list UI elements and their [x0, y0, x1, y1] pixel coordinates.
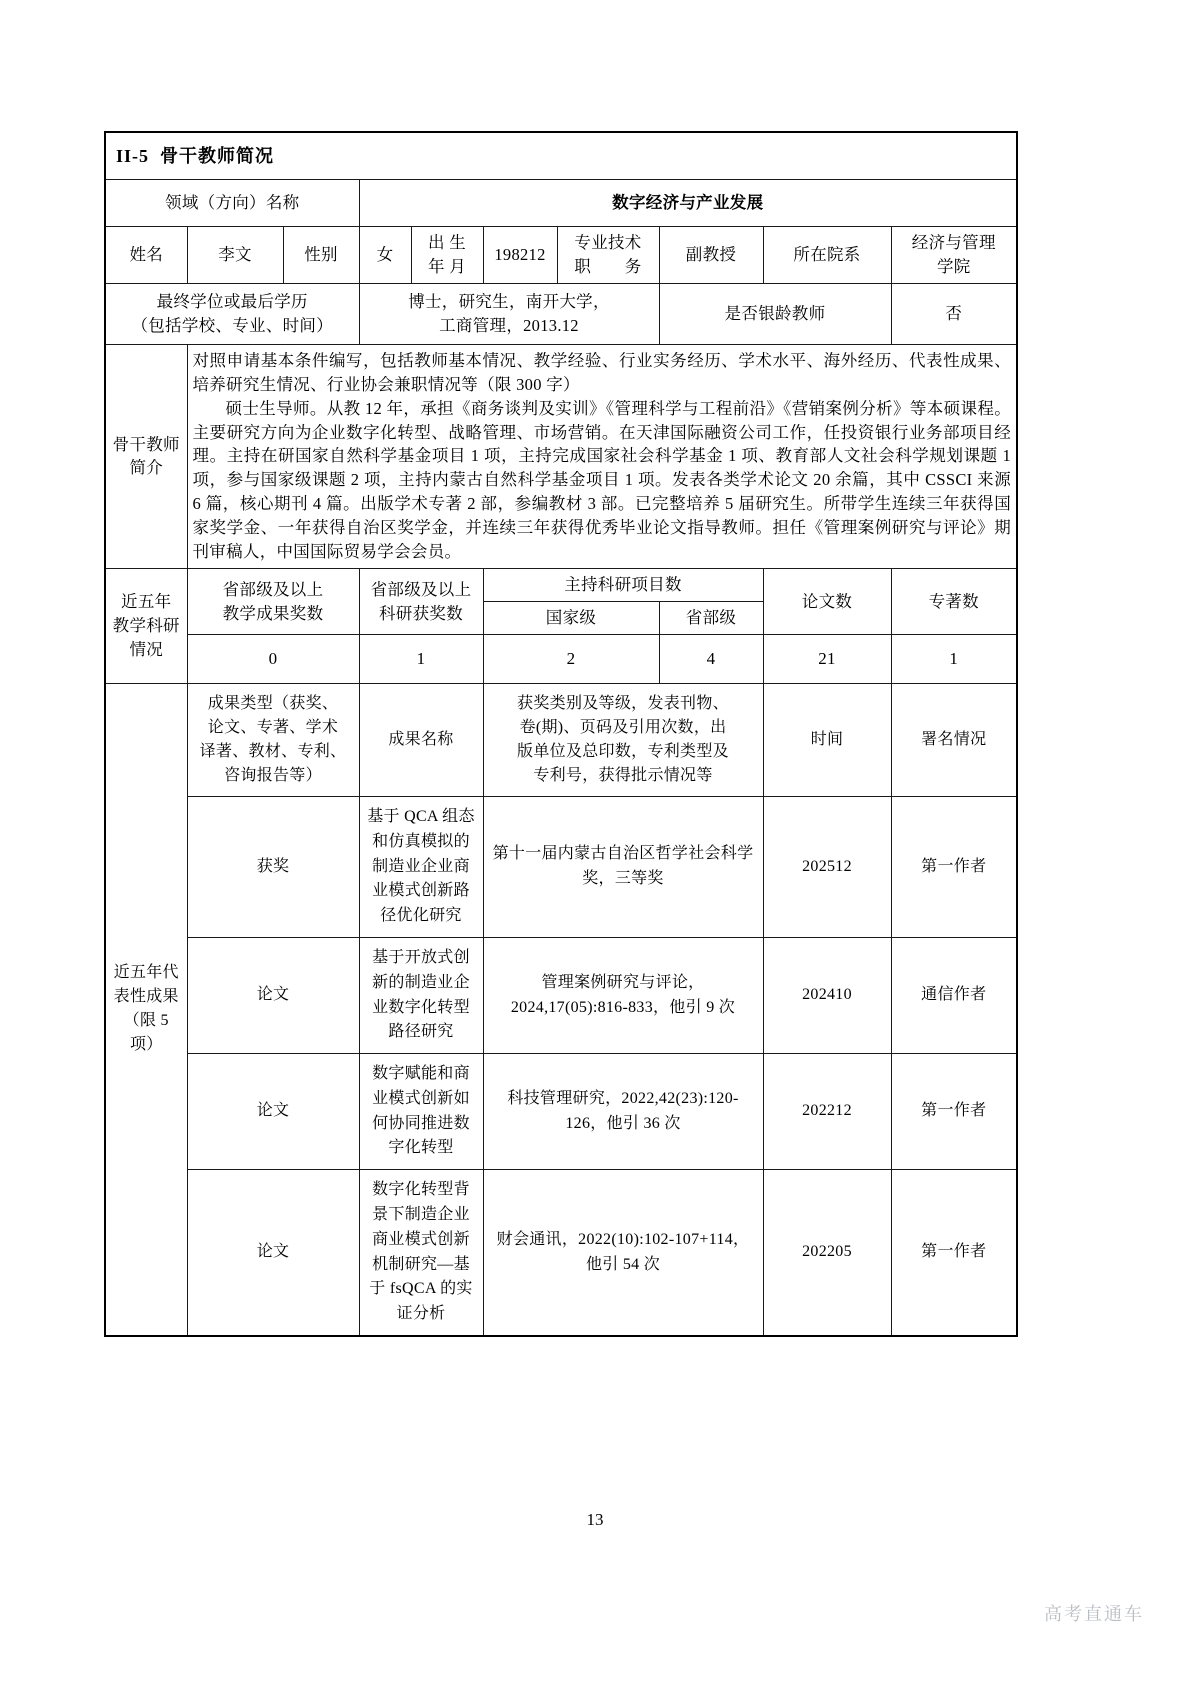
achievement-detail: 财会通讯，2022(10):102-107+114，他引 54 次: [483, 1170, 763, 1336]
projects-national-header: 国家级: [483, 602, 659, 635]
education-label-line1: 最终学位或最后学历: [156, 291, 308, 311]
projects-provincial-header: 省部级: [659, 602, 763, 635]
achievements-label-line1: 近五年代: [113, 964, 179, 982]
research-award-value: 1: [359, 634, 483, 683]
prof-title-label: [557, 227, 659, 284]
monographs-header: 专著数: [891, 569, 1017, 635]
birth-value: 198212: [483, 227, 557, 284]
gender-value: 女: [359, 227, 411, 284]
stats-label-line3: 情况: [129, 639, 164, 659]
achievement-type: 论文: [187, 1054, 359, 1170]
achievement-detail-header-line1: 获奖类别及等级，发表刊物、: [517, 694, 729, 712]
bio-label-line1: 骨干教师: [112, 434, 180, 454]
achievement-time-header: 时间: [763, 683, 891, 796]
education-label-line2: （包括学校、专业、时间）: [131, 315, 334, 335]
achievement-signature: 通信作者: [891, 937, 1017, 1053]
achievement-detail-header: [483, 683, 763, 796]
achievement-type: 获奖: [187, 796, 359, 937]
achievements-header-row: [105, 683, 1017, 796]
achievement-type: 论文: [187, 937, 359, 1053]
achievement-name: 基于 QCA 组态和仿真模拟的制造业企业商业模式创新路径优化研究: [359, 796, 483, 937]
achievement-detail: 第十一届内蒙古自治区哲学社会科学奖，三等奖: [483, 796, 763, 937]
table-row: [105, 1170, 1017, 1336]
name-label: 姓名: [105, 227, 187, 284]
birth-label-line2: 年 月: [427, 257, 467, 277]
papers-value: 21: [763, 634, 891, 683]
research-award-header-line2: 科研获奖数: [379, 603, 463, 623]
gender-label: 性别: [283, 227, 359, 284]
achievement-name: 数字赋能和商业模式创新如何协同推进数字化转型: [359, 1054, 483, 1170]
achievement-signature: 第一作者: [891, 1054, 1017, 1170]
domain-value: 数字经济与产业发展: [359, 180, 1017, 227]
achievement-signature: 第一作者: [891, 1170, 1017, 1336]
table-row: [105, 1054, 1017, 1170]
projects-national-value: 2: [483, 634, 659, 683]
achievement-name-header: 成果名称: [359, 683, 483, 796]
domain-row: [105, 180, 1017, 227]
department-value: [891, 227, 1017, 284]
achievement-signature-header: 署名情况: [891, 683, 1017, 796]
prof-title-label-line1: 专业技术: [574, 233, 642, 253]
achievement-name: 数字化转型背景下制造企业商业模式创新机制研究—基于 fsQCA 的实证分析: [359, 1170, 483, 1336]
teaching-award-header: [187, 569, 359, 635]
achievements-label-line2: 表性成果: [113, 988, 179, 1006]
stats-values-row: [105, 634, 1017, 683]
bio-label: [105, 344, 187, 568]
achievement-time: 202512: [763, 796, 891, 937]
basic-info-row: [105, 227, 1017, 284]
section-number: II-5: [116, 146, 150, 166]
section-title-text: 骨干教师简况: [160, 146, 275, 166]
achievement-type-header-line1: 成果类型（获奖、: [207, 694, 339, 712]
bio-label-line2: 简介: [129, 458, 164, 478]
projects-provincial-value: 4: [659, 634, 763, 683]
table-row: [105, 796, 1017, 937]
faculty-profile-table: [104, 131, 1018, 1337]
research-award-header: [359, 569, 483, 635]
watermark: 高考直通车: [1044, 1604, 1144, 1624]
bio-body: [187, 344, 1017, 568]
department-label: 所在院系: [763, 227, 891, 284]
domain-label: 领域（方向）名称: [105, 180, 359, 227]
birth-label: [411, 227, 483, 284]
department-value-line2: 学院: [936, 257, 971, 277]
birth-label-line1: 出 生: [427, 233, 467, 253]
monographs-value: 1: [891, 634, 1017, 683]
research-award-header-line1: 省部级及以上: [370, 579, 472, 599]
achievement-signature: 第一作者: [891, 796, 1017, 937]
achievement-type-header-line4: 咨询报告等）: [224, 766, 322, 784]
stats-label: [105, 569, 187, 684]
section-title-cell: [105, 132, 1017, 180]
achievement-type-header: [187, 683, 359, 796]
papers-header: 论文数: [763, 569, 891, 635]
stats-label-line2: 教学科研: [112, 616, 180, 636]
teaching-award-value: 0: [187, 634, 359, 683]
table-row: [105, 937, 1017, 1053]
education-row: [105, 283, 1017, 344]
achievement-type: 论文: [187, 1170, 359, 1336]
senior-teacher-value: 否: [891, 283, 1017, 344]
education-value-line2: 工商管理，2013.12: [439, 315, 579, 335]
bio-row: [105, 344, 1017, 568]
section-title-row: [105, 132, 1017, 180]
bio-instruction: 对照申请基本条件编写，包括教师基本情况、教学经验、行业实务经历、学术水平、海外经历、代表性成果、培养研究生情况、行业协会兼职情况等（限 300 字）: [192, 350, 1012, 394]
senior-teacher-label: 是否银龄教师: [659, 283, 891, 344]
achievement-detail: 管理案例研究与评论，2024,17(05):816-833，他引 9 次: [483, 937, 763, 1053]
achievement-detail-header-line3: 版单位及总印数，专利类型及: [517, 742, 729, 760]
achievement-time: 202205: [763, 1170, 891, 1336]
education-label: [105, 283, 359, 344]
achievement-name: 基于开放式创新的制造业企业数字化转型路径研究: [359, 937, 483, 1053]
education-value: [359, 283, 659, 344]
teaching-award-header-line1: 省部级及以上: [222, 579, 324, 599]
department-value-line1: 经济与管理: [911, 233, 996, 253]
achievement-time: 202410: [763, 937, 891, 1053]
achievement-detail-header-line4: 专利号，获得批示情况等: [533, 766, 713, 784]
projects-group-header: 主持科研项目数: [483, 569, 763, 602]
achievement-detail: 科技管理研究，2022,42(23):120-126，他引 36 次: [483, 1054, 763, 1170]
achievement-type-header-line3: 译著、教材、专利、: [199, 742, 347, 760]
stats-header-row: [105, 569, 1017, 602]
prof-title-value: 副教授: [659, 227, 763, 284]
achievement-time: 202212: [763, 1054, 891, 1170]
achievement-type-header-line2: 论文、专著、学术: [207, 718, 339, 736]
stats-label-line1: 近五年: [121, 592, 172, 612]
achievements-label-line3: （限 5 项）: [123, 1012, 169, 1054]
name-value: 李文: [187, 227, 283, 284]
page-number: 13: [586, 1510, 604, 1529]
bio-content: 硕士生导师。从教 12 年，承担《商务谈判及实训》《管理科学与工程前沿》《营销案例分析》等本硕课程。主要研究方向为企业数字化转型、战略管理、市场营销。在天津国际融资公司工作，任投资银行业务部项目经理。主持在研国家自然科学基金项目 1 项，主持完成国家社会科学基金 1 项、教育部人文社会科学规划课题 1 项，参与国家级课题 2 项，主持内蒙古自然科学基金项目 1 项。发表各类学术论文 20 余篇，其中 CSSCI 来源 6 篇，核心期刊 4 篇。出版学术专著 2 部，参编教材 3 部。已完整培养 5 届研究生。所带学生连续三年获得国家奖学金、一年获得自治区奖学金，并连续三年获得优秀毕业论文指导教师。担任《管理案例研究与评论》期刊审稿人，中国国际贸易学会会员。: [192, 398, 1012, 562]
prof-title-label-line2: 职 务: [574, 257, 642, 277]
achievement-detail-header-line2: 卷(期)、页码及引用次数，出: [519, 718, 727, 736]
education-value-line1: 博士，研究生，南开大学，: [408, 291, 610, 311]
achievements-label: [105, 683, 187, 1336]
teaching-award-header-line2: 教学成果奖数: [222, 603, 324, 623]
